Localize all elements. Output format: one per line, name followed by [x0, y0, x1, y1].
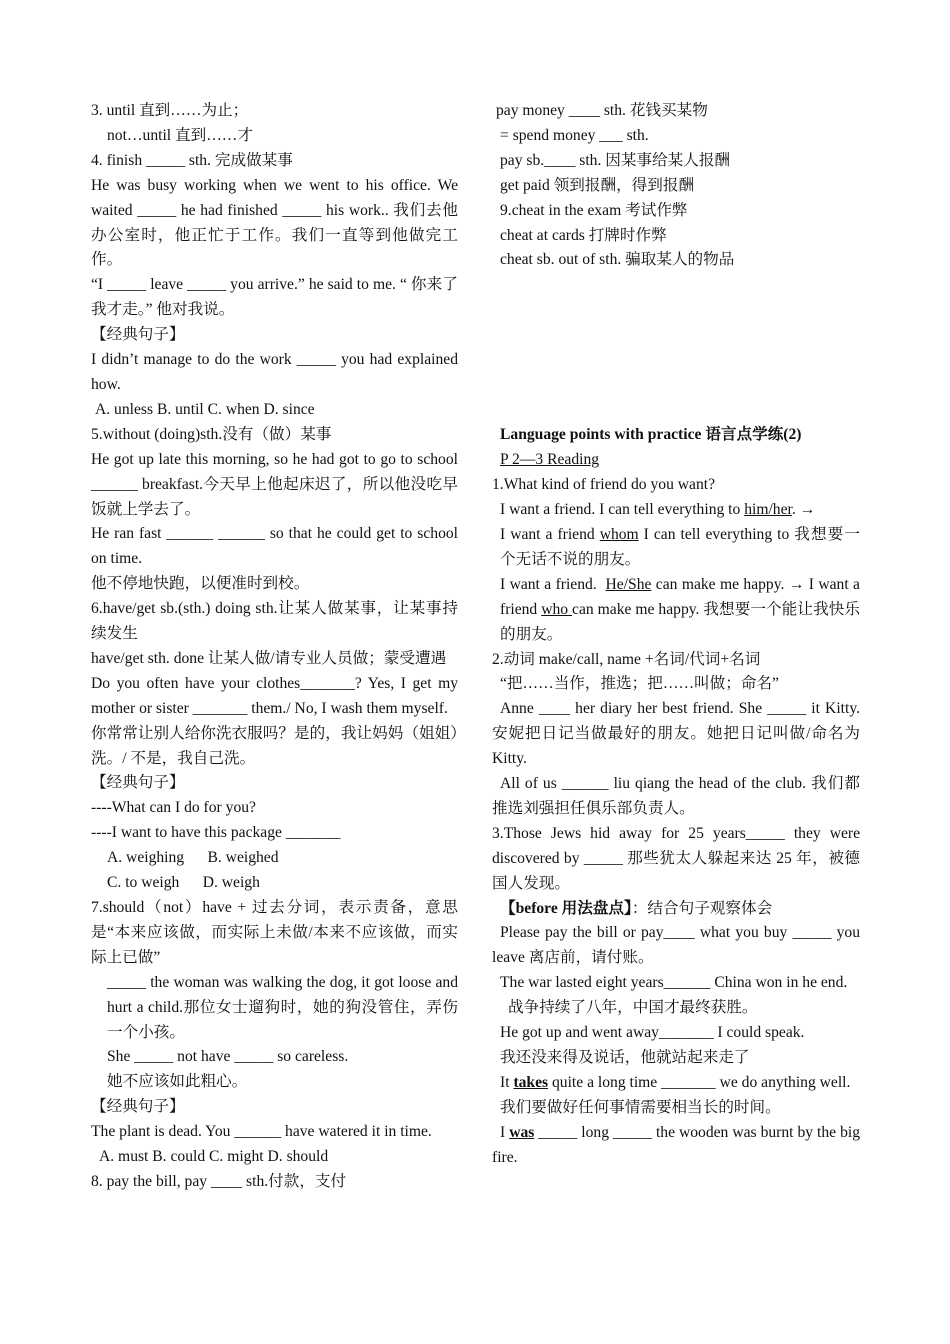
text-span: I can tell everything to 我想要一个无话不说的朋友。 [500, 525, 860, 568]
text-line: 2.动词 make/call, name +名词/代词+名词 [492, 650, 761, 668]
text-line: 我还没来得及说话，他就站起来走了 [500, 1049, 750, 1066]
bold-heading: 【before 用法盘点】 [500, 899, 632, 917]
text-span: can make me happy. → I want a friend [500, 575, 860, 618]
text-line: 3.Those Jews hid away for 25 years_____ they were discovered by _____ 那些犹太人躲起来达 25 年，被德国人发现。 [492, 824, 860, 892]
text-span: _____ long _____ the wooden was burnt by the big fire. [492, 1123, 861, 1166]
text-line [492, 498, 860, 523]
text-span: quite a long time _______ we do anything well. [548, 1073, 851, 1091]
reading-reference: P 2—3 Reading [500, 451, 600, 469]
text-line: 1.What kind of friend do you want? [492, 476, 716, 494]
text-line: She _____ not have _____ so careless. [107, 1048, 349, 1066]
text-line: pay money ____ sth. 花钱买某物 [496, 102, 708, 119]
text-line: 9.cheat in the exam 考试作弊 [500, 201, 688, 219]
text-line: 他不停地快跑，以便准时到校。 [91, 575, 310, 593]
underlined-word: him/her [744, 501, 792, 519]
answer-options: A. unless B. until C. when D. since [95, 400, 315, 418]
text-line: The plant is dead. You ______ have watered it in time. [91, 1123, 432, 1141]
text-span: I want a friend. I can tell everything to [500, 501, 745, 519]
underlined-word: whom [599, 525, 639, 543]
section-title: Language points with practice 语言点学练(2) [500, 426, 802, 444]
text-line [492, 523, 860, 573]
text-line: 8. pay the bill, pay ____ sth.付款，支付 [91, 1172, 347, 1190]
text-line: 战争持续了八年，中国才最终获胜。 [508, 999, 758, 1017]
text-line: 你常常让别人给你洗衣服吗？是的，我让妈妈（姐姐）洗。/ 不是，我自己洗。 [91, 724, 458, 767]
section-heading: 【经典句子】 [91, 1098, 185, 1116]
text-line: cheat at cards 打牌时作弊 [500, 226, 667, 244]
text-line: cheat sb. out of sth. 骗取某人的物品 [500, 251, 735, 269]
right-column [492, 99, 860, 1171]
section-subtitle [492, 448, 860, 473]
text-span: I want a friend. [500, 575, 606, 593]
text-line: I didn’t manage to do the work _____ you had explained how. [91, 351, 458, 393]
underlined-word: He/She [605, 575, 652, 593]
text-line: 我们要做好任何事情需要相当长的时间。 [500, 1098, 781, 1116]
text-line: ----What can I do for you? [91, 799, 256, 817]
text-line: Please pay the bill or pay____ what you buy _____ you leave 离店前，请付账。 [492, 924, 860, 967]
text-span: can make me happy. 我想要一个能让我快乐的朋友。 [500, 600, 860, 643]
text-line: = spend money ___ sth. [500, 126, 649, 144]
text-line: 5.without (doing)sth.没有（做）某事 [91, 425, 332, 443]
left-column [91, 99, 458, 1195]
text-span: I [500, 1123, 510, 1141]
text-span: I want a friend [500, 525, 600, 543]
text-line [492, 573, 860, 648]
text-line: The war lasted eight years______ China won in he end. [500, 974, 848, 992]
text-line: He got up and went away_______ I could speak. [500, 1024, 805, 1042]
text-line: 4. finish _____ sth. 完成做某事 [91, 151, 293, 169]
answer-options: C. to weigh D. weigh [107, 874, 260, 892]
answer-options: A. weighing B. weighed [107, 849, 279, 867]
answer-options: A. must B. could C. might D. should [99, 1148, 329, 1166]
text-line: He got up late this morning, so he had got to go to school ______ breakfast.今天早上他起床迟了，所以他没吃早饭就上学去了。 [91, 450, 458, 518]
text-line: _____ the woman was walking the dog, it got loose and hurt a child.那位女士遛狗时，她的狗没管住，弄伤一个小孩。 [107, 973, 458, 1041]
blank-space [492, 273, 860, 423]
text-line: “把……当作，推选；把……叫做；命名” [500, 675, 779, 693]
text-line: 3. until 直到……为止； [91, 102, 249, 119]
text-line: All of us ______ liu qiang the head of the club. 我们都推选刘强担任俱乐部负责人。 [492, 775, 860, 817]
text-line: 她不应该如此粗心。 [107, 1073, 248, 1091]
text-line [492, 1071, 860, 1096]
underlined-word: who [541, 600, 573, 618]
text-line: 7.should（not）have + 过去分词，表示责备，意思是“本来应该做，而实际上未做/本来不应该做，而实际上已做” [91, 899, 458, 966]
text-line: Anne ____ her diary her best friend. She _____ it Kitty.安妮把日记当做最好的朋友。她把日记叫做/命名为 Kitty. [492, 700, 860, 768]
text-span: . → [791, 501, 816, 519]
text-line: not…until 直到……才 [107, 126, 253, 144]
underlined-word: was [509, 1123, 535, 1141]
text-line [492, 897, 860, 922]
text-line: pay sb.____ sth. 因某事给某人报酬 [500, 151, 731, 169]
text-line: get paid 领到报酬，得到报酬 [500, 176, 695, 194]
text-line: 6.have/get sb.(sth.) doing sth.让某人做某事，让某事持续发生 [91, 600, 458, 643]
text-line: ----I want to have this package _______ [91, 824, 341, 842]
section-heading: 【经典句子】 [91, 774, 185, 792]
text-span: It [500, 1073, 514, 1091]
text-line [492, 1121, 860, 1171]
text-line: have/get sth. done 让某人做/请专业人员做；蒙受遭遇 [91, 649, 447, 667]
underlined-word: takes [513, 1073, 549, 1091]
text-line: Do you often have your clothes_______? Yes, I get my mother or sister _______ them./ No, I wash them myself. [91, 674, 458, 717]
text-span: ：结合句子观察体会 [631, 899, 773, 917]
section-heading: 【经典句子】 [91, 326, 185, 344]
text-line: He ran fast ______ ______ so that he could get to school on time. [91, 525, 458, 568]
text-line: “I _____ leave _____ you arrive.” he said to me. “ 你来了我才走。” 他对我说。 [91, 276, 458, 319]
text-line: He was busy working when we went to his office. We waited _____ he had finished _____ his work.. 我们去他办公室时，他正忙于工作。我们一直等到他做完工作。 [91, 176, 458, 269]
